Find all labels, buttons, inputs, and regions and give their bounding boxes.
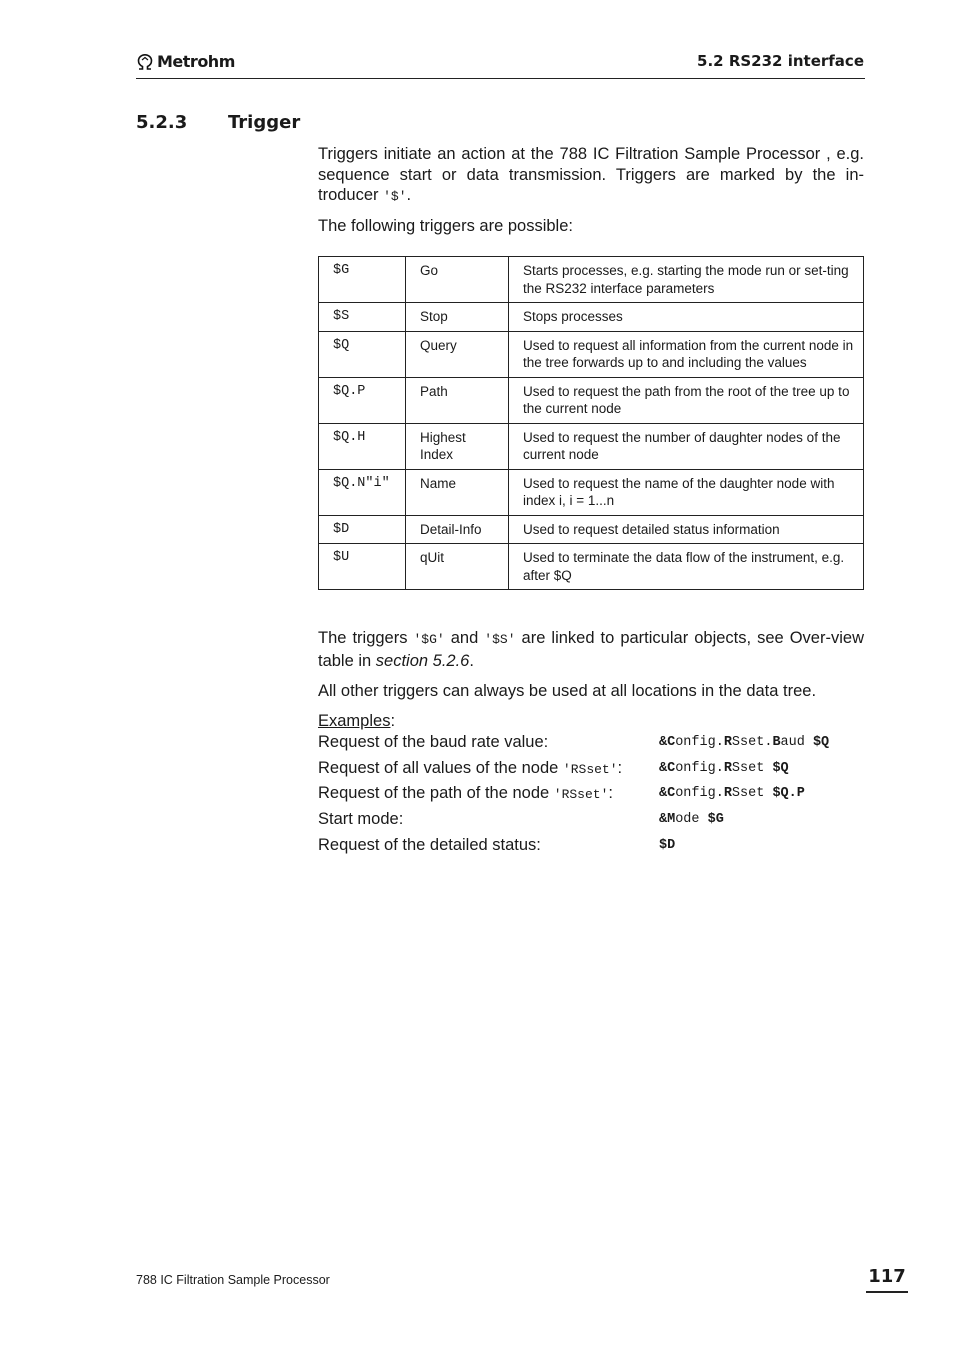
trigger-code: $D [319,515,406,544]
example-command-part: onfig. [675,786,724,801]
section-reference: section 5.2.6 [375,651,470,670]
intro-tail: . [406,186,412,204]
trigger-row [319,257,864,303]
intro-text: Triggers initiate an action at the 788 IC Filtration Sample Processor , e.g. sequence start or data transmission. Triggers are marked by the in-troducer [318,145,864,204]
trigger-description: Used to terminate the data flow of the instrument, e.g. after $Q [509,544,864,590]
example-description-text: Request of all values of the node [318,759,563,777]
example-command-part: aud [780,735,813,750]
trigger-row [319,544,864,590]
trigger-code: $G [319,257,406,303]
trigger-description: Used to request the name of the daughter node with index i, i = 1...n [509,469,864,515]
trigger-code: $Q.N"i" [319,469,406,515]
section-number: 5.2.3 [136,112,188,133]
example-description [318,809,403,829]
examples-label: Examples [318,712,391,730]
example-command-part: R [723,786,732,801]
example-command-part: Sset. [731,735,773,750]
trigger-name: Go [406,257,509,303]
example-command-part: Sset [731,786,773,801]
trigger-description: Used to request the number of daughter nodes of the current node [509,423,864,469]
trigger-name: Path [406,377,509,423]
trigger-description: Stops processes [509,303,864,332]
example-node-code: 'RSset' [562,762,618,777]
page-number: 117 [868,1266,906,1287]
trigger-name: Stop [406,303,509,332]
example-command [659,784,805,804]
trigger-name: Highest Index [406,423,509,469]
example-command-part: &M [659,812,676,827]
example-command [659,733,829,753]
section-title: Trigger [228,112,301,133]
header-section-title: 5.2 RS232 interface [697,52,864,70]
example-command-part: $Q [772,761,789,776]
trigger-code: $Q.P [319,377,406,423]
linked-code-stop: '$S' [484,632,516,647]
linked-text-4: . [469,651,474,670]
example-node-code: 'RSset' [553,787,609,802]
trigger-name: Name [406,469,509,515]
example-command-part: onfig. [675,761,724,776]
header-divider [136,78,865,79]
example-command-part: R [723,735,732,750]
linked-text-3: are linked to particular objects, see Over-view table in [318,629,864,670]
brand-logo-block [136,52,235,71]
trigger-row [319,377,864,423]
linked-code-go: '$G' [413,632,445,647]
example-description-tail: : [617,759,623,777]
trigger-code: $Q [319,331,406,377]
example-command [659,810,724,830]
metrohm-omega-icon [136,53,154,71]
example-description-text: Start mode: [318,810,404,828]
example-row [318,732,864,752]
trigger-description: Used to request detailed status information [509,515,864,544]
trigger-description: Starts processes, e.g. starting the mode run or set-ting the RS232 interface parameters [509,257,864,303]
trigger-code: $S [319,303,406,332]
example-description [318,732,548,752]
example-description [318,783,613,805]
example-description-tail: : [608,784,613,802]
trigger-name: Detail-Info [406,515,509,544]
example-row [318,783,864,803]
example-command [659,836,675,856]
example-command-part: B [772,735,781,750]
trigger-description: Used to request all information from the current node in the tree forwards up to and including the values [509,331,864,377]
example-row [318,758,864,778]
example-row [318,835,864,855]
example-command-part: R [723,761,732,776]
following-text: The following triggers are possible: [318,217,573,235]
trigger-row [319,303,864,332]
example-command-part: $Q [812,735,830,750]
all-other-paragraph: All other triggers can always be used at all locations in the data tree. [318,682,817,700]
intro-paragraph [318,144,864,208]
example-command-part: onfig. [675,735,724,750]
example-command-part: $Q.P [772,786,805,801]
example-command-part: &C [659,735,676,750]
example-command-part: &C [659,761,676,776]
example-description-text: Request of the baud rate value: [318,733,549,751]
example-command-part: $D [659,838,676,853]
brand-name: Metrohm [157,52,235,71]
intro-code: '$' [383,189,407,204]
triggers-table-body [319,257,864,590]
example-description-text: Request of the path of the node [318,784,554,802]
trigger-row [319,515,864,544]
example-description-text: Request of the detailed status: [318,836,541,854]
trigger-row [319,469,864,515]
examples-heading [318,711,395,731]
example-command-part: ode [675,812,708,827]
linked-text-2: and [444,629,485,647]
trigger-code: $U [319,544,406,590]
example-command-part: $G [707,812,724,827]
linked-paragraph [318,628,864,671]
trigger-name: qUit [406,544,509,590]
trigger-description: Used to request the path from the root of the tree up to the current node [509,377,864,423]
example-row [318,809,864,829]
footer-product-name: 788 IC Filtration Sample Processor [136,1273,330,1287]
trigger-row [319,331,864,377]
trigger-code: $Q.H [319,423,406,469]
example-command-part: &C [659,786,676,801]
triggers-table [318,256,864,590]
linked-text-1: The triggers [318,629,414,647]
trigger-row [319,423,864,469]
example-description [318,835,541,855]
examples-colon: : [390,712,396,730]
example-description [318,758,622,780]
page-number-underline [866,1291,908,1293]
example-command-part: Sset [731,761,773,776]
example-command [659,759,789,779]
trigger-name: Query [406,331,509,377]
